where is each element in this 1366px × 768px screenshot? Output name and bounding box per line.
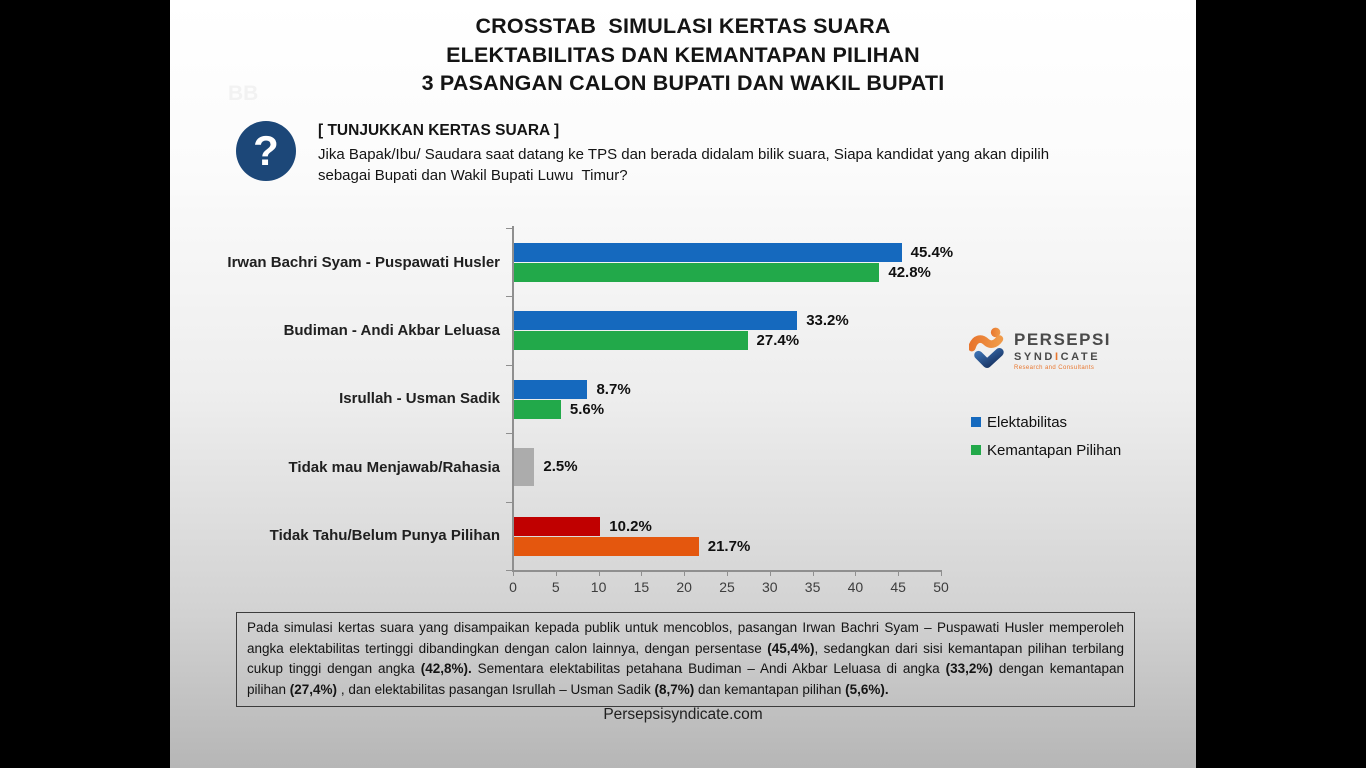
x-axis-tick-label: 40 bbox=[847, 579, 864, 595]
x-axis-tick-label: 45 bbox=[890, 579, 906, 595]
x-axis-tick-label: 35 bbox=[804, 579, 821, 595]
y-axis-tick bbox=[506, 228, 513, 229]
x-axis-tick bbox=[770, 571, 771, 576]
footer-url: Persepsisyndicate.com bbox=[603, 706, 763, 723]
legend-swatch bbox=[971, 445, 981, 455]
legend-item bbox=[971, 441, 1121, 459]
bar bbox=[513, 243, 902, 262]
bar bbox=[513, 331, 748, 350]
x-axis-tick-label: 50 bbox=[933, 579, 949, 595]
chart-category-labels bbox=[170, 228, 500, 570]
x-axis-tick bbox=[641, 571, 642, 576]
summary-text: , dan elektabilitas pasangan Isrullah – Usman Sadik bbox=[337, 681, 655, 697]
category-label: Tidak Tahu/Belum Punya Pilihan bbox=[269, 527, 500, 545]
x-axis-tick-label: 30 bbox=[762, 579, 778, 595]
summary-text: dengan kemantapan pilihan bbox=[247, 661, 1124, 697]
y-axis-tick bbox=[506, 502, 513, 503]
x-axis-tick-label: 25 bbox=[719, 579, 735, 595]
x-axis-tick-label: 5 bbox=[551, 579, 560, 595]
bar bbox=[513, 263, 879, 282]
y-axis-tick bbox=[506, 433, 513, 434]
legend-label: Kemantapan Pilihan bbox=[987, 441, 1122, 459]
summary-text: Pada simulasi kertas suara yang disampaikan kepada publik untuk mencoblos, pasangan Irwan Bachri Syam – Puspawati Husler memperoleh angka elektabilitas tertinggi dibandingkan dengan calon lainnya, dengan persentase bbox=[247, 620, 1124, 656]
x-axis-tick bbox=[941, 571, 942, 576]
bar-value-label: 33.2% bbox=[806, 312, 849, 330]
x-axis-tick bbox=[813, 571, 814, 576]
summary-bold-value: (5,6%). bbox=[845, 681, 889, 697]
summary-bold-value: (33,2%) bbox=[945, 661, 993, 676]
bar bbox=[513, 311, 797, 330]
summary-text: dan kemantapan pilihan bbox=[694, 681, 846, 697]
logo-subname-part: CATE bbox=[1060, 351, 1101, 363]
x-axis-tick bbox=[855, 571, 856, 576]
y-axis-tick bbox=[506, 296, 513, 297]
logo-mark-icon bbox=[969, 326, 1007, 371]
logo-subname-part: I bbox=[1054, 351, 1061, 363]
x-axis-tick-label: 10 bbox=[590, 579, 607, 595]
x-axis-tick-label: 20 bbox=[676, 579, 692, 595]
presentation-slide bbox=[170, 0, 1196, 768]
x-axis-tick-label: 0 bbox=[509, 579, 517, 595]
slide-title-line: ELEKTABILITAS DAN KEMANTAPAN PILIHAN bbox=[446, 42, 920, 67]
logo-name: PERSEPSI bbox=[1014, 330, 1112, 349]
bar-value-label: 2.5% bbox=[543, 458, 578, 476]
summary-bold-value: (27,4%) bbox=[289, 681, 338, 697]
logo-subname-part: SYND bbox=[1014, 351, 1055, 363]
y-axis-tick bbox=[506, 365, 513, 366]
bar-chart-plot bbox=[509, 228, 954, 595]
summary-bold-value: (45,4%) bbox=[767, 640, 815, 656]
y-axis-line bbox=[512, 226, 514, 571]
bar-value-label: 10.2% bbox=[609, 517, 652, 535]
logo-text bbox=[1014, 326, 1111, 371]
x-axis-tick-label: 15 bbox=[633, 579, 650, 595]
x-axis-tick bbox=[684, 571, 685, 576]
bar bbox=[513, 400, 561, 419]
question-body: Jika Bapak/Ibu/ Saudara saat datang ke TPS dan berada didalam bilik suara, Siapa kandidat yang akan dipilih sebagai Bupati dan Wakil Bupati Luwu Timur? bbox=[318, 146, 1054, 184]
legend-item bbox=[971, 413, 1121, 431]
bar-value-label: 21.7% bbox=[707, 537, 751, 555]
bar bbox=[513, 380, 587, 399]
question-heading: [ TUNJUKKAN KERTAS SUARA ] bbox=[318, 122, 560, 139]
category-label: Tidak mau Menjawab/Rahasia bbox=[288, 458, 500, 476]
logo-tagline: Research and Consultants bbox=[1014, 365, 1095, 371]
category-label: Isrullah - Usman Sadik bbox=[339, 390, 500, 408]
question-mark-icon bbox=[236, 121, 296, 181]
question-block bbox=[318, 122, 1066, 186]
summary-text: Sementara elektabilitas petahana Budiman – Andi Akbar Leluasa di angka bbox=[471, 661, 946, 676]
bar bbox=[513, 537, 699, 556]
summary-bold-value: (8,7%) bbox=[654, 681, 695, 697]
bar-value-label: 5.6% bbox=[569, 400, 605, 418]
x-axis-tick bbox=[556, 571, 557, 576]
summary-text: , sedangkan dari sisi kemantapan pilihan terbilang cukup tinggi dengan angka bbox=[247, 640, 1124, 676]
slide-title-line: 3 PASANGAN CALON BUPATI DAN WAKIL BUPATI bbox=[421, 71, 945, 95]
legend-swatch bbox=[971, 417, 981, 427]
bar-value-label: 45.4% bbox=[910, 244, 954, 261]
x-axis-tick bbox=[898, 571, 899, 576]
x-axis-tick bbox=[599, 571, 600, 576]
summary-text-box bbox=[236, 612, 1135, 707]
x-axis-tick bbox=[513, 571, 514, 576]
slide-title bbox=[170, 12, 1196, 98]
bar-value-label: 8.7% bbox=[596, 380, 631, 398]
logo-subname bbox=[1014, 350, 1111, 364]
bar-value-label: 27.4% bbox=[756, 332, 800, 350]
bar bbox=[513, 517, 600, 536]
bar bbox=[513, 448, 534, 486]
chart-legend bbox=[971, 413, 1121, 469]
x-axis-tick bbox=[727, 571, 728, 576]
question-mark-glyph: ? bbox=[253, 127, 279, 174]
watermark: BB bbox=[228, 82, 259, 105]
slide-title-line: CROSSTAB SIMULASI KERTAS SUARA bbox=[475, 14, 891, 38]
persepsi-syndicate-logo bbox=[969, 326, 1111, 371]
bar-value-label: 42.8% bbox=[888, 264, 931, 281]
legend-label: Elektabilitas bbox=[987, 413, 1068, 431]
category-label: Budiman - Andi Akbar Leluasa bbox=[283, 322, 500, 340]
category-label: Irwan Bachri Syam - Puspawati Husler bbox=[227, 253, 500, 271]
summary-bold-value: (42,8%). bbox=[420, 661, 472, 676]
